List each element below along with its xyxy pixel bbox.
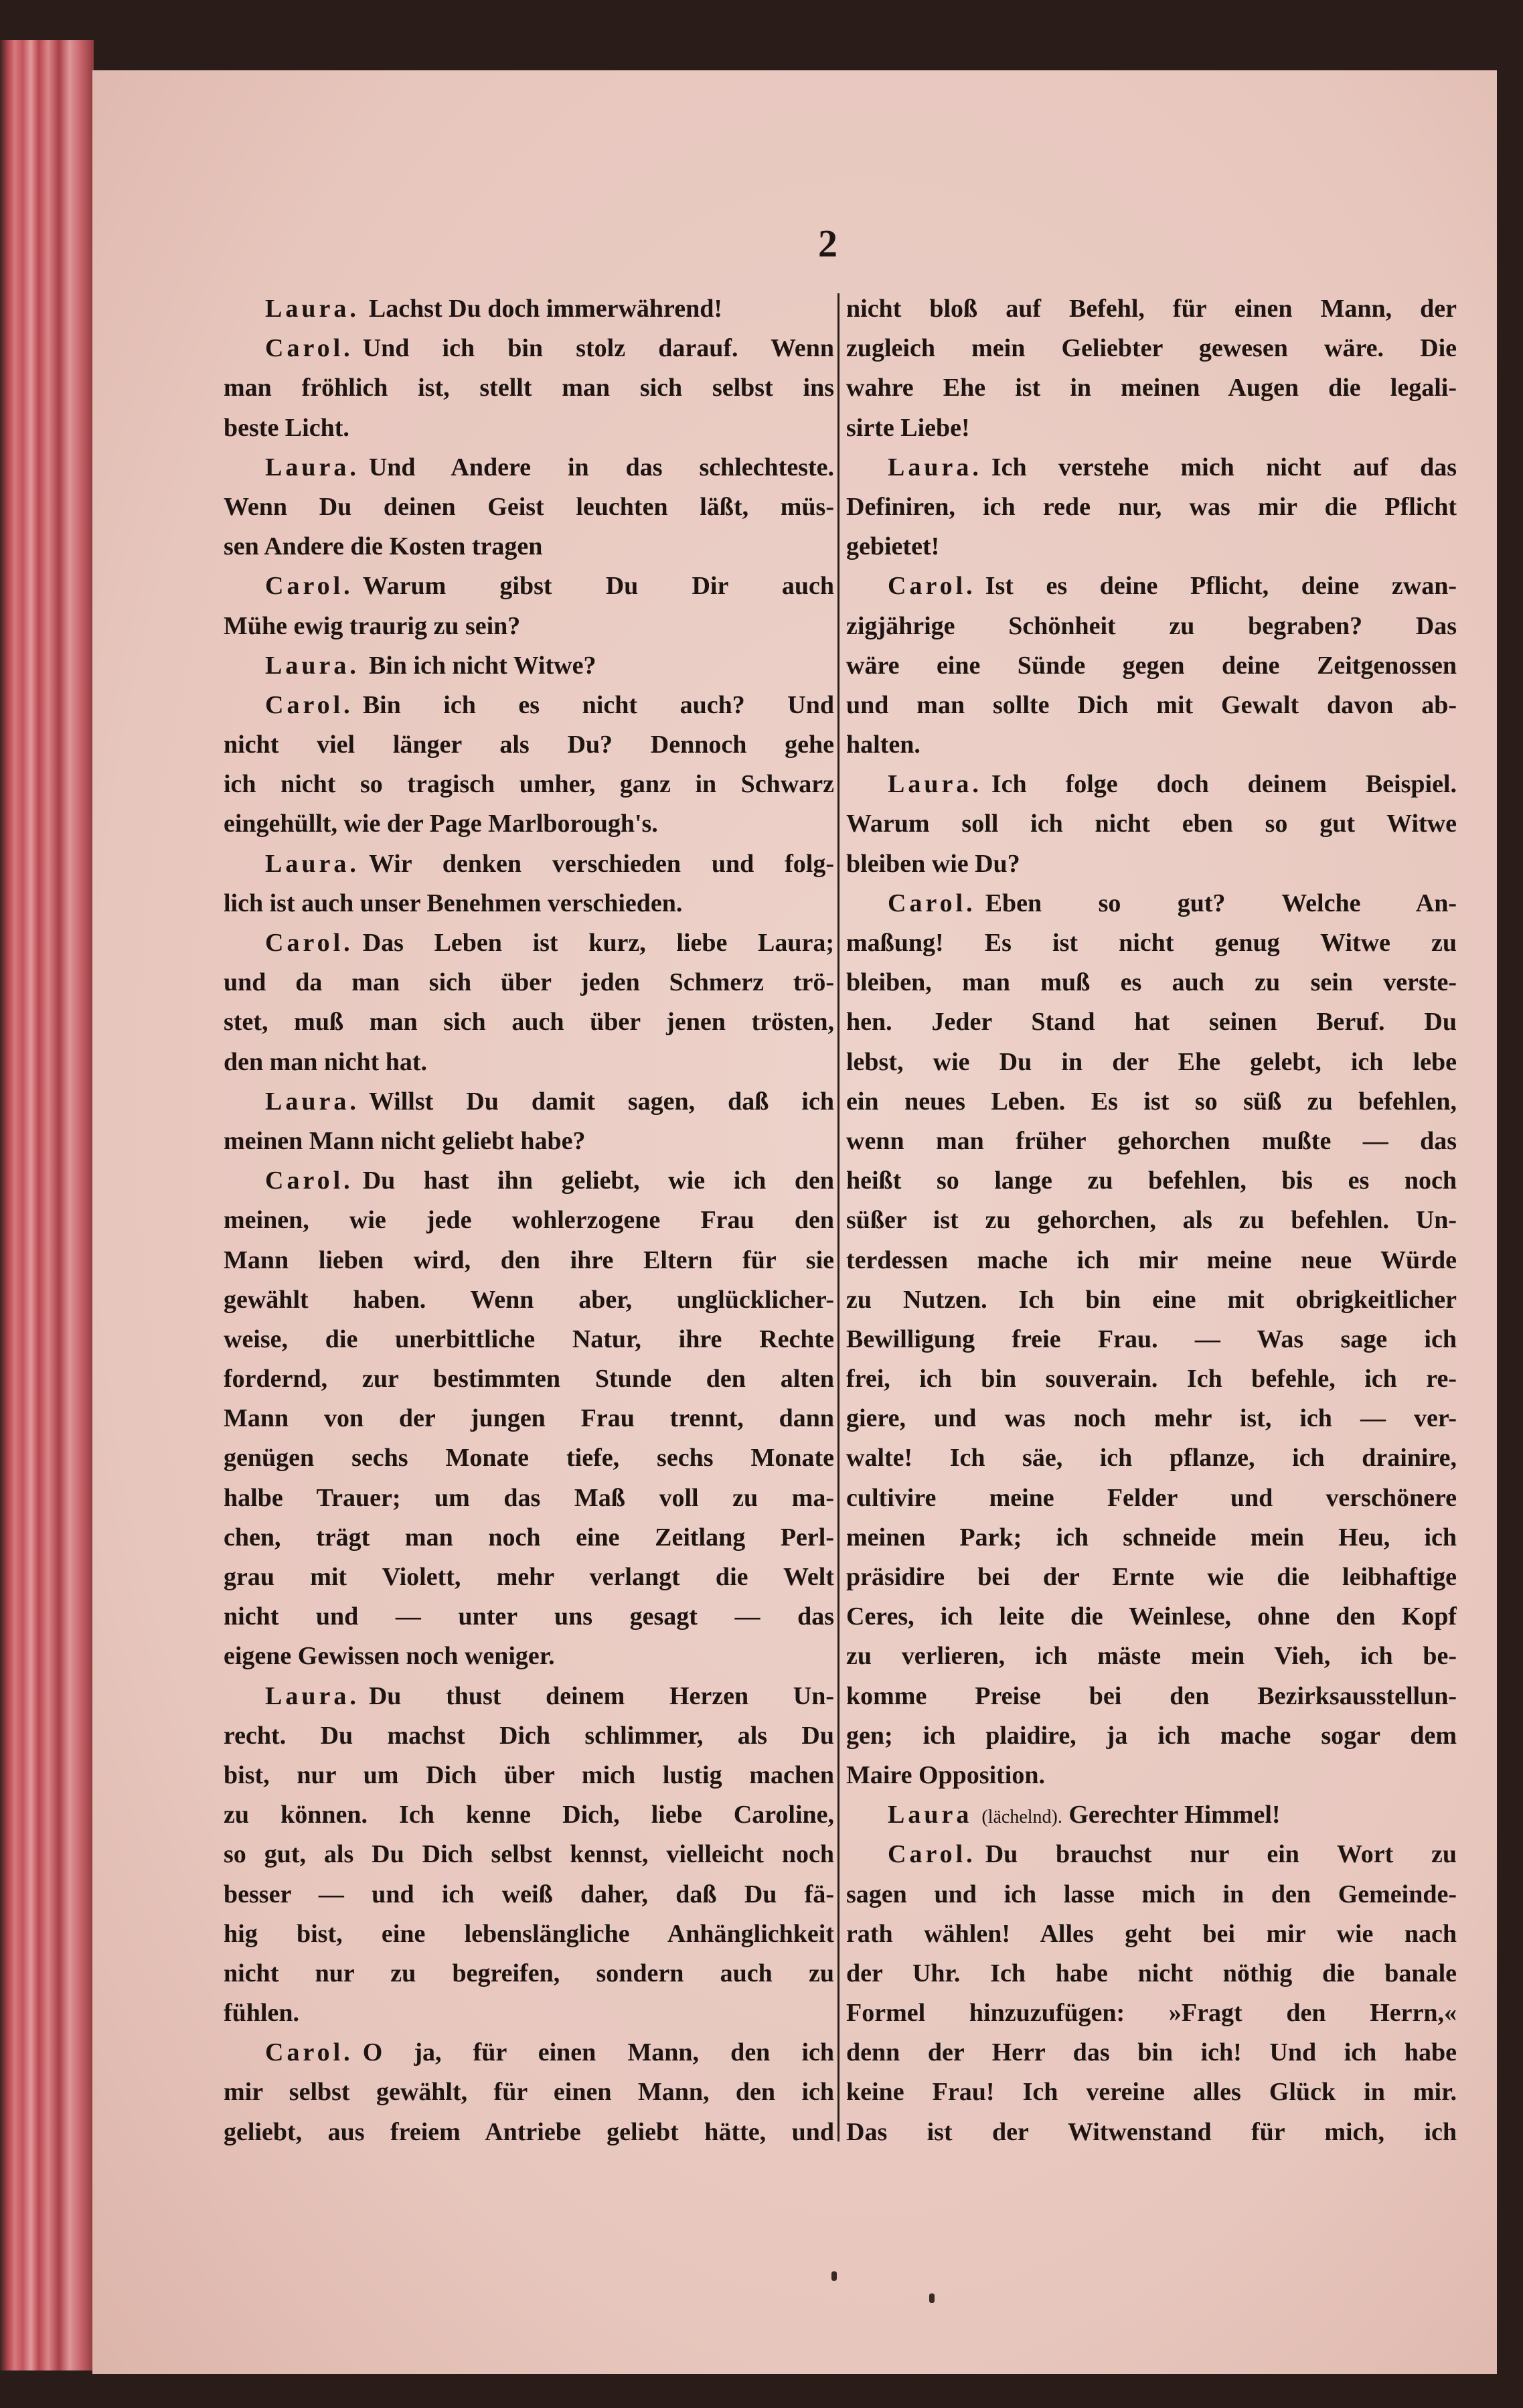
text-line xyxy=(224,884,834,923)
text-line xyxy=(224,1558,834,1597)
text-line xyxy=(224,329,834,368)
speaker-name: Carol. xyxy=(888,1840,976,1869)
text-line xyxy=(224,1954,834,1993)
text-line xyxy=(846,1043,1457,1082)
text-line xyxy=(224,1716,834,1756)
text-line xyxy=(846,1954,1457,1993)
ink-mark xyxy=(929,2293,935,2303)
text-line xyxy=(846,1558,1457,1597)
text-line xyxy=(846,2113,1457,2152)
text-line xyxy=(846,1835,1457,1874)
line-text: Das ist der Witwenstand für mich, ich xyxy=(846,2117,1457,2146)
line-text: bist, nur um Dich über mich lustig machen xyxy=(224,1760,834,1789)
text-line xyxy=(846,963,1457,1002)
line-text: zigjährige Schönheit zu begraben? Das xyxy=(846,611,1457,640)
line-text: meinen Mann nicht geliebt habe? xyxy=(224,1126,586,1155)
line-text: Eben so gut? Welche An- xyxy=(985,889,1457,917)
line-text: wahre Ehe ist in meinen Augen die legali- xyxy=(846,374,1457,402)
line-text: Warum soll ich nicht eben so gut Witwe xyxy=(846,810,1457,838)
page-number: 2 xyxy=(818,222,837,265)
text-line xyxy=(224,1043,834,1082)
line-text: Du thust deinem Herzen Un- xyxy=(368,1681,834,1710)
speaker-name: Carol. xyxy=(265,1167,353,1195)
line-text: bleiben, man muß es auch zu sein verste- xyxy=(846,968,1457,997)
text-line xyxy=(224,1875,834,1914)
line-text: lich ist auch unser Benehmen verschieden. xyxy=(224,889,683,917)
text-line xyxy=(846,289,1457,329)
line-text: nicht viel länger als Du? Dennoch gehe xyxy=(224,731,834,759)
text-line xyxy=(224,487,834,527)
line-text: besser — und ich weiß daher, daß Du fä- xyxy=(224,1880,834,1908)
line-text: präsidire bei der Ernte wie die leibhaftige xyxy=(846,1563,1457,1591)
line-text: O ja, für einen Mann, den ich xyxy=(362,2038,834,2067)
column-divider xyxy=(837,293,839,2141)
text-line xyxy=(846,1875,1457,1914)
line-text: mir selbst gewählt, für einen Mann, den ich xyxy=(224,2078,834,2107)
line-text: Mann lieben wird, den ihre Eltern für sie xyxy=(224,1246,834,1274)
speaker-name: Laura. xyxy=(888,453,982,481)
left-text-column xyxy=(224,289,834,2152)
line-text: fühlen. xyxy=(224,1999,299,2028)
line-text: Gerechter Himmel! xyxy=(1068,1801,1281,1829)
line-text: sagen und ich lasse mich in den Gemeinde- xyxy=(846,1880,1457,1908)
text-line xyxy=(846,1716,1457,1756)
line-text: grau mit Violett, mehr verlangt die Welt xyxy=(224,1563,834,1591)
line-text: cultivire meine Felder und verschönere xyxy=(846,1483,1457,1512)
speaker-name: Laura. xyxy=(265,849,359,878)
text-line xyxy=(846,368,1457,408)
line-text: ein neues Leben. Es ist so süß zu befehlen, xyxy=(846,1087,1457,1116)
text-line xyxy=(846,725,1457,765)
text-line xyxy=(846,1479,1457,1518)
text-line xyxy=(846,1677,1457,1716)
text-line xyxy=(846,1002,1457,1042)
line-text: maßung! Es ist nicht genug Witwe zu xyxy=(846,929,1457,957)
text-line xyxy=(846,1201,1457,1240)
line-text: Willst Du damit sagen, daß ich xyxy=(368,1087,834,1116)
line-text: giere, und was noch mehr ist, ich — ver- xyxy=(846,1404,1457,1433)
line-text: terdessen mache ich mir meine neue Würde xyxy=(846,1246,1457,1274)
text-line xyxy=(846,884,1457,923)
text-line xyxy=(224,1597,834,1637)
text-line xyxy=(224,1914,834,1954)
line-text: so gut, als Du Dich selbst kennst, vielleicht noch xyxy=(224,1840,834,1869)
speaker-name: Laura xyxy=(888,1801,973,1829)
text-line xyxy=(224,1399,834,1438)
text-line xyxy=(224,2073,834,2112)
line-text: Du brauchst nur ein Wort zu xyxy=(985,1840,1457,1869)
text-line xyxy=(846,646,1457,686)
text-line xyxy=(846,1280,1457,1320)
text-line xyxy=(846,1597,1457,1637)
speaker-name: Laura. xyxy=(265,1087,359,1116)
text-line xyxy=(224,2033,834,2073)
line-text: chen, trägt man noch eine Zeitlang Perl- xyxy=(224,1523,834,1552)
right-text-column xyxy=(846,289,1457,2152)
text-line xyxy=(846,527,1457,567)
speaker-name: Carol. xyxy=(888,889,976,917)
line-text: süßer ist zu gehorchen, als zu befehlen. Un- xyxy=(846,1206,1457,1235)
text-line xyxy=(224,2113,834,2152)
line-text: nicht nur zu begreifen, sondern auch zu xyxy=(224,1959,834,1987)
text-line xyxy=(224,765,834,804)
line-text: Bewilligung freie Frau. — Was sage ich xyxy=(846,1325,1457,1353)
text-line xyxy=(846,1161,1457,1201)
line-text: nicht bloß auf Befehl, für einen Mann, der xyxy=(846,295,1457,323)
line-text: wäre eine Sünde gegen deine Zeitgenossen xyxy=(846,651,1457,680)
line-text: Formel hinzuzufügen: »Fragt den Herrn,« xyxy=(846,1999,1457,2028)
text-line xyxy=(224,567,834,606)
text-line xyxy=(846,329,1457,368)
text-line xyxy=(224,1280,834,1320)
text-line xyxy=(224,923,834,963)
line-text: Wenn Du deinen Geist leuchten läßt, müs- xyxy=(224,492,834,521)
line-text: Das Leben ist kurz, liebe Laura; xyxy=(362,929,834,957)
line-text: hig bist, eine lebenslängliche Anhänglichkeit xyxy=(224,1919,834,1948)
ink-mark xyxy=(831,2271,837,2281)
line-text: eigene Gewissen noch weniger. xyxy=(224,1642,555,1671)
speaker-name: Laura. xyxy=(265,651,359,680)
line-text: halten. xyxy=(846,731,920,759)
text-line xyxy=(846,567,1457,606)
line-text: fordernd, zur bestimmten Stunde den alten xyxy=(224,1365,834,1394)
text-line xyxy=(846,1993,1457,2033)
line-text: Wir denken verschieden und folg- xyxy=(368,849,834,878)
text-line xyxy=(224,1518,834,1558)
speaker-name: Carol. xyxy=(265,690,353,719)
text-line xyxy=(224,686,834,725)
line-text: Bin ich es nicht auch? Und xyxy=(362,690,834,719)
line-text: denn der Herr das bin ich! Und ich habe xyxy=(846,2038,1457,2067)
line-text: gen; ich plaidire, ja ich mache sogar dem xyxy=(846,1721,1457,1750)
line-text: gewählt haben. Wenn aber, unglücklicher- xyxy=(224,1285,834,1314)
line-text: zu Nutzen. Ich bin eine mit obrigkeitlicher xyxy=(846,1285,1457,1314)
text-line xyxy=(846,1914,1457,1954)
line-text: stet, muß man sich auch über jenen trösten, xyxy=(224,1008,834,1037)
text-line xyxy=(224,1320,834,1359)
book-edge-stripes xyxy=(0,40,94,2371)
line-text: Ist es deine Pflicht, deine zwan- xyxy=(985,572,1457,601)
text-line xyxy=(224,1002,834,1042)
line-text: walte! Ich säe, ich pflanze, ich drainire, xyxy=(846,1444,1457,1473)
line-text: Ich folge doch deinem Beispiel. xyxy=(991,770,1457,799)
line-text: Und ich bin stolz darauf. Wenn xyxy=(362,334,834,363)
text-line xyxy=(224,1756,834,1795)
line-text: Mann von der jungen Frau trennt, dann xyxy=(224,1404,834,1433)
text-line xyxy=(224,408,834,448)
line-text: und man sollte Dich mit Gewalt davon ab- xyxy=(846,690,1457,719)
text-line xyxy=(846,1399,1457,1438)
line-text: zugleich mein Geliebter gewesen wäre. Die xyxy=(846,334,1457,363)
text-line xyxy=(846,686,1457,725)
speaker-name: Laura. xyxy=(888,770,982,799)
text-line xyxy=(224,527,834,567)
speaker-name: Laura. xyxy=(265,1681,359,1710)
line-text: der Uhr. Ich habe nicht nöthig die banale xyxy=(846,1959,1457,1987)
speaker-name: Carol. xyxy=(265,2038,353,2067)
stage-direction: (lächelnd). xyxy=(981,1807,1062,1828)
line-text: den man nicht hat. xyxy=(224,1047,428,1076)
text-line xyxy=(846,1359,1457,1399)
text-line xyxy=(224,963,834,1002)
text-line xyxy=(224,289,834,329)
text-line xyxy=(224,1795,834,1835)
speaker-name: Laura. xyxy=(265,295,359,323)
line-text: heißt so lange zu befehlen, bis es noch xyxy=(846,1167,1457,1195)
text-line xyxy=(224,1479,834,1518)
line-text: weise, die unerbittliche Natur, ihre Rechte xyxy=(224,1325,834,1353)
line-text: keine Frau! Ich vereine alles Glück in mir. xyxy=(846,2078,1457,2107)
line-text: sen Andere die Kosten tragen xyxy=(224,532,543,561)
speaker-name: Carol. xyxy=(888,572,976,601)
line-text: gebietet! xyxy=(846,532,940,561)
text-line xyxy=(846,1241,1457,1280)
text-line xyxy=(846,448,1457,487)
text-line xyxy=(846,923,1457,963)
line-text: geliebt, aus freiem Antriebe geliebt hätte, und xyxy=(224,2117,834,2146)
line-text: genügen sechs Monate tiefe, sechs Monate xyxy=(224,1444,834,1473)
line-text: rath wählen! Alles geht bei mir wie nach xyxy=(846,1919,1457,1948)
text-line xyxy=(224,1677,834,1716)
line-text: Warum gibst Du Dir auch xyxy=(362,572,834,601)
line-text: man fröhlich ist, stellt man sich selbst ins xyxy=(224,374,834,402)
line-text: ich nicht so tragisch umher, ganz in Schwarz xyxy=(224,770,834,799)
text-line xyxy=(846,607,1457,646)
text-line xyxy=(846,1518,1457,1558)
line-text: Lachst Du doch immerwährend! xyxy=(368,295,722,323)
line-text: meinen Park; ich schneide mein Heu, ich xyxy=(846,1523,1457,1552)
text-line xyxy=(224,448,834,487)
text-line xyxy=(846,844,1457,884)
text-line xyxy=(224,1835,834,1874)
line-text: Ceres, ich leite die Weinlese, ohne den Kopf xyxy=(846,1602,1457,1631)
line-text: Definiren, ich rede nur, was mir die Pflicht xyxy=(846,492,1457,521)
line-text: recht. Du machst Dich schlimmer, als Du xyxy=(224,1721,834,1750)
text-line xyxy=(846,1122,1457,1161)
line-text: Maire Opposition. xyxy=(846,1760,1045,1789)
line-text: halbe Trauer; um das Maß voll zu ma- xyxy=(224,1483,834,1512)
text-line xyxy=(846,2033,1457,2073)
text-line xyxy=(846,2073,1457,2112)
line-text: lebst, wie Du in der Ehe gelebt, ich lebe xyxy=(846,1047,1457,1076)
text-line xyxy=(224,1201,834,1240)
line-text: meinen, wie jede wohlerzogene Frau den xyxy=(224,1206,834,1235)
line-text: zu können. Ich kenne Dich, liebe Caroline, xyxy=(224,1801,834,1829)
text-line xyxy=(846,1320,1457,1359)
text-line xyxy=(846,1438,1457,1478)
speaker-name: Laura. xyxy=(265,453,359,481)
line-text: und da man sich über jeden Schmerz trö- xyxy=(224,968,834,997)
text-line xyxy=(224,1438,834,1478)
line-text: komme Preise bei den Bezirksausstellun- xyxy=(846,1681,1457,1710)
text-line xyxy=(846,765,1457,804)
text-line xyxy=(224,1993,834,2033)
text-line xyxy=(846,804,1457,844)
text-line xyxy=(224,1241,834,1280)
text-line xyxy=(224,1082,834,1122)
text-line xyxy=(224,844,834,884)
text-line xyxy=(224,646,834,686)
text-line xyxy=(224,607,834,646)
line-text: eingehüllt, wie der Page Marlborough's. xyxy=(224,810,658,838)
text-line xyxy=(224,1161,834,1201)
line-text: beste Licht. xyxy=(224,413,349,442)
line-text: Bin ich nicht Witwe? xyxy=(368,651,596,680)
line-text: zu verlieren, ich mäste mein Vieh, ich be- xyxy=(846,1642,1457,1671)
text-line xyxy=(846,408,1457,448)
line-text: Ich verstehe mich nicht auf das xyxy=(991,453,1457,481)
text-line xyxy=(224,804,834,844)
speaker-name: Carol. xyxy=(265,572,353,601)
speaker-name: Carol. xyxy=(265,334,353,363)
text-line xyxy=(224,725,834,765)
text-line xyxy=(224,368,834,408)
text-line xyxy=(846,1795,1457,1835)
line-text: Mühe ewig traurig zu sein? xyxy=(224,611,521,640)
line-text: sirte Liebe! xyxy=(846,413,970,442)
line-text: nicht und — unter uns gesagt — das xyxy=(224,1602,834,1631)
text-line xyxy=(224,1359,834,1399)
text-line xyxy=(846,487,1457,527)
text-line xyxy=(846,1637,1457,1676)
text-line xyxy=(846,1756,1457,1795)
line-text: Und Andere in das schlechteste. xyxy=(368,453,834,481)
text-line xyxy=(224,1637,834,1676)
line-text: hen. Jeder Stand hat seinen Beruf. Du xyxy=(846,1008,1457,1037)
line-text: bleiben wie Du? xyxy=(846,849,1020,878)
line-text: wenn man früher gehorchen mußte — das xyxy=(846,1126,1457,1155)
line-text: Du hast ihn geliebt, wie ich den xyxy=(362,1167,834,1195)
line-text: frei, ich bin souverain. Ich befehle, ich re- xyxy=(846,1365,1457,1394)
speaker-name: Carol. xyxy=(265,929,353,957)
text-line xyxy=(846,1082,1457,1122)
text-line xyxy=(224,1122,834,1161)
